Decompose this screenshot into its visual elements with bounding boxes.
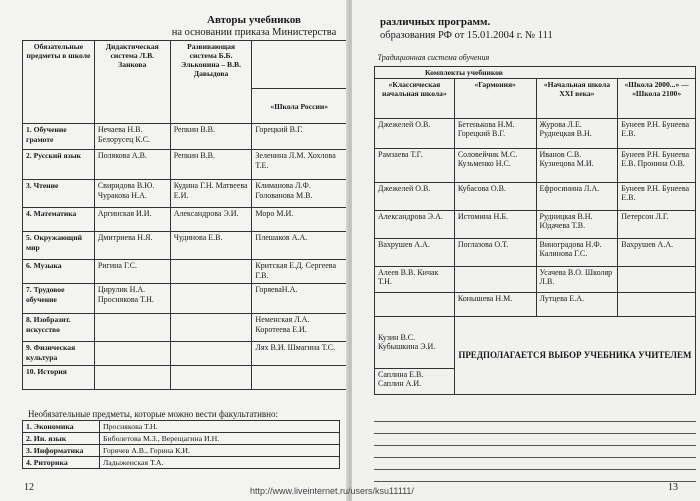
- russia-cell: Зеленина Л.М. Хохлова Т.Е.: [252, 150, 347, 180]
- table-row: [23, 208, 347, 232]
- harmony-cell: Поглазова О.Т.: [454, 238, 536, 266]
- school2100-cell: Бунеев Р.Н. Бунеева Е.В.: [618, 182, 696, 210]
- classic-cell: [375, 292, 455, 316]
- traditional-caption: Традиционная система обучения: [375, 52, 696, 66]
- elkonin-cell: Репкин В.В.: [170, 124, 252, 150]
- russia-cell: Моро М.И.: [252, 208, 347, 232]
- classic-cell: Александрова Э.А.: [375, 210, 455, 238]
- optional-author: Ладыженская Т.А.: [100, 457, 340, 469]
- zankov-cell: [94, 314, 170, 342]
- elkonin-cell: [170, 284, 252, 314]
- table-row: [23, 342, 347, 366]
- zankov-cell: Аргинская И.И.: [94, 208, 170, 232]
- elkonin-cell: Репкин В.В.: [170, 150, 252, 180]
- blank-line: [374, 410, 696, 422]
- teacher-choice-note: ПРЕДПОЛАГАЕТСЯ ВЫБОР УЧЕБНИКА УЧИТЕЛЕМ: [454, 316, 695, 394]
- subject-cell: 2. Русский язык: [23, 150, 95, 180]
- zankov-cell: Цирулик Н.А. Проснякова Т.Н.: [94, 284, 170, 314]
- optional-subjects: [22, 408, 340, 469]
- subject-cell: 6. Музыка: [23, 260, 95, 284]
- elkonin-cell: Чудинова Е.В.: [170, 232, 252, 260]
- optional-author: Биболетова М.З., Верещагина И.Н.: [100, 433, 340, 445]
- xxi-cell: Журова Л.Е. Руднецкая В.Н.: [536, 118, 618, 148]
- subject-cell: 4. Математика: [23, 208, 95, 232]
- subject-cell: 8. Изобразит. искусство: [23, 314, 95, 342]
- harmony-cell: Соловейчик М.С. Кузьменко Н.С.: [454, 148, 536, 182]
- subject-cell: 5. Окружающий мир: [23, 232, 95, 260]
- school2100-cell: Бунеев Р.Н. Бунеева Е.В.: [618, 118, 696, 148]
- blank-line: [374, 446, 696, 458]
- harmony-cell: Бетенькова Н.М. Горецкий В.Г.: [454, 118, 536, 148]
- table-row: [375, 238, 696, 266]
- table-row: [23, 232, 347, 260]
- table-row: [23, 284, 347, 314]
- left-header: [165, 14, 343, 39]
- school2100-cell: [618, 266, 696, 292]
- table-row: [375, 118, 696, 148]
- zankov-cell: Ригина Г.С.: [94, 260, 170, 284]
- header-2100: «Школа 2000...» — «Школа 2100»: [618, 78, 696, 118]
- left-title: Авторы учебников: [207, 14, 301, 26]
- blank-lines: [374, 410, 696, 482]
- header-classic: «Классическая начальная школа»: [375, 78, 455, 118]
- russia-cell: Критская Е.Д. Сергеева Г.В.: [252, 260, 347, 284]
- table-row: [23, 366, 347, 390]
- zankov-cell: Дмитриева Н.Я.: [94, 232, 170, 260]
- russia-cell: Неменская Л.А. Коротеева Е.И.: [252, 314, 347, 342]
- russia-cell: Горецкий В.Г.: [252, 124, 347, 150]
- xxi-cell: Лутцева Е.А.: [536, 292, 618, 316]
- subject-cell: 3. Чтение: [23, 180, 95, 208]
- header-zankov: Дидактическая система Л.В. Занкова: [94, 41, 170, 124]
- school2100-cell: Петерсон Л.Г.: [618, 210, 696, 238]
- table-row: [23, 260, 347, 284]
- header-elkonin: Развивающая система Б.Б. Эльконина – В.В. Давыдова: [170, 41, 252, 124]
- russia-cell: ГоряеваН.А.: [252, 284, 347, 314]
- page-number-left: 12: [24, 482, 34, 493]
- classic-cell: Рамзаева Т.Г.: [375, 148, 455, 182]
- harmony-cell: Конышева Н.М.: [454, 292, 536, 316]
- xxi-cell: Иванов С.В. Кузнецова М.И.: [536, 148, 618, 182]
- watermark-url: http://www.liveinternet.ru/users/ksu11111/: [250, 486, 414, 496]
- russia-cell: Плешаков А.А.: [252, 232, 347, 260]
- right-page: [352, 0, 700, 501]
- school2100-cell: Бунеев Р.Н. Бунеева Е.В. Пронина О.В.: [618, 148, 696, 182]
- subject-cell: 1. Обучение грамоте: [23, 124, 95, 150]
- optional-author: Горячев А.В., Горина К.И.: [100, 445, 340, 457]
- optional-subject: 2. Ин. язык: [23, 433, 100, 445]
- table-row: [375, 266, 696, 292]
- table-row: [23, 433, 340, 445]
- header-russia: «Школа России»: [252, 89, 347, 124]
- zankov-cell: Полякова А.В.: [94, 150, 170, 180]
- classic-cell: Джежелей О.В.: [375, 118, 455, 148]
- subject-cell: 9. Физическая культура: [23, 342, 95, 366]
- subject-cell: 10. История: [23, 366, 95, 390]
- harmony-cell: Истомина Н.Б.: [454, 210, 536, 238]
- table-row: [23, 180, 347, 208]
- optional-subject: 4. Риторика: [23, 457, 100, 469]
- classic-cell: Джежелей О.В.: [375, 182, 455, 210]
- classic-cell: Алеев В.В. Кичак Т.Н.: [375, 266, 455, 292]
- elkonin-cell: [170, 342, 252, 366]
- classic-cell: Вахрушев А.А.: [375, 238, 455, 266]
- optional-subject: 1. Экономика: [23, 421, 100, 433]
- blank-line: [374, 434, 696, 446]
- school2100-cell: [618, 292, 696, 316]
- table-row: [375, 316, 696, 368]
- optional-table: [22, 420, 340, 469]
- table-row: [23, 150, 347, 180]
- xxi-cell: Ефросинина Л.А.: [536, 182, 618, 210]
- blank-line: [374, 422, 696, 434]
- table-row: [23, 457, 340, 469]
- optional-title: Необязательные предметы, которые можно вести факультативно:: [28, 409, 278, 419]
- header-harmony: «Гармония»: [454, 78, 536, 118]
- optional-subject: 3. Информатика: [23, 445, 100, 457]
- table-row: [375, 148, 696, 182]
- russia-cell: Климанова Л.Ф. Голованова М.В.: [252, 180, 347, 208]
- table-row: [375, 292, 696, 316]
- xxi-cell: Виноградова Н.Ф. Калинова Г.С.: [536, 238, 618, 266]
- harmony-cell: Кубасова О.В.: [454, 182, 536, 210]
- zankov-cell: Свиридова В.Ю. Чуракова Н.А.: [94, 180, 170, 208]
- header-subjects: Обязательные предметы в школе: [23, 41, 95, 124]
- kits-header: Комплекты учебников: [375, 66, 696, 78]
- right-header: [380, 16, 553, 42]
- header-blank: [252, 41, 347, 89]
- table-row: [23, 421, 340, 433]
- classic-cell: Кузин В.С. Кубышкина Э.И.: [375, 316, 455, 368]
- elkonin-cell: [170, 314, 252, 342]
- right-subtitle: образования РФ от 15.01.2004 г. № 111: [380, 30, 553, 41]
- elkonin-cell: [170, 260, 252, 284]
- header-xxi: «Начальная школа XXI века»: [536, 78, 618, 118]
- subject-cell: 7. Трудовое обучение: [23, 284, 95, 314]
- elkonin-cell: Кудина Г.Н. Матвеева Е.И.: [170, 180, 252, 208]
- table-row: [23, 124, 347, 150]
- optional-author: Проснякова Т.Н.: [100, 421, 340, 433]
- right-title: различных программ.: [380, 16, 491, 28]
- table-row: [23, 445, 340, 457]
- left-subtitle: на основании приказа Министерства: [171, 27, 337, 38]
- zankov-cell: Нечаева Н.В. Белорусец К.С.: [94, 124, 170, 150]
- authors-table-right: [374, 52, 696, 395]
- elkonin-cell: Александрова Э.И.: [170, 208, 252, 232]
- page-number-right: 13: [668, 482, 678, 493]
- table-row: [375, 182, 696, 210]
- zankov-cell: [94, 342, 170, 366]
- blank-line: [374, 458, 696, 470]
- xxi-cell: Усачева В.О. Школяр Л.В.: [536, 266, 618, 292]
- table-row: [375, 210, 696, 238]
- zankov-cell: [94, 366, 170, 390]
- left-page: [0, 0, 348, 501]
- harmony-cell: [454, 266, 536, 292]
- blank-line: [374, 470, 696, 482]
- table-row: [23, 314, 347, 342]
- elkonin-cell: [170, 366, 252, 390]
- xxi-cell: Рудницкая В.Н. Юдачева Т.В.: [536, 210, 618, 238]
- school2100-cell: Вахрушев А.А.: [618, 238, 696, 266]
- russia-cell: [252, 366, 347, 390]
- russia-cell: Лях В.И. Шмагина Т.С.: [252, 342, 347, 366]
- authors-table-left: [22, 40, 347, 390]
- classic-cell: Саплина Е.В. Саплин А.И.: [375, 368, 455, 394]
